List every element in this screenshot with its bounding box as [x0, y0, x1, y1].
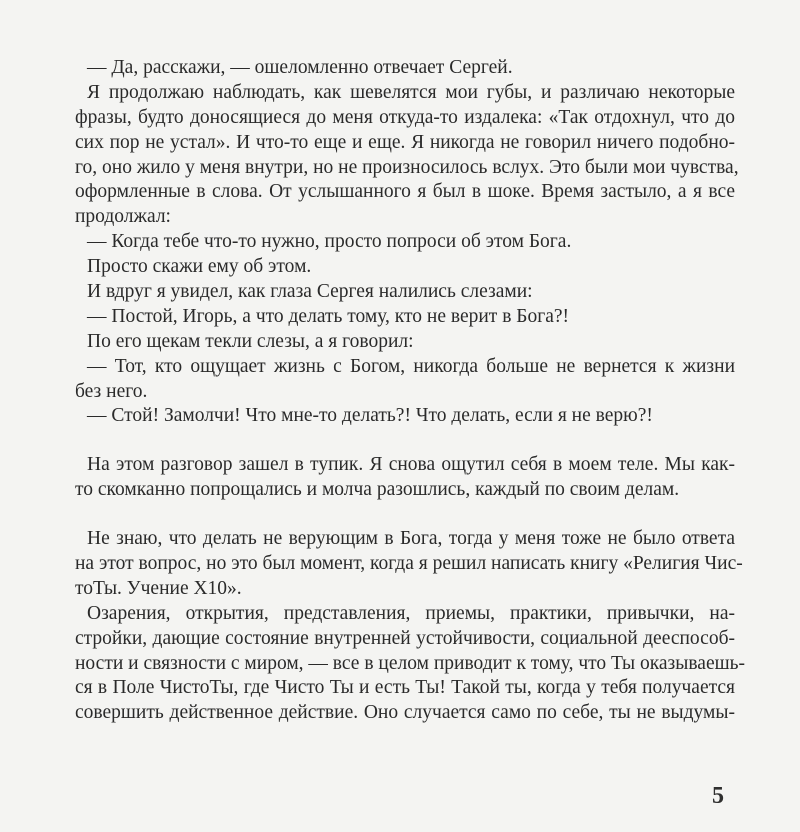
text-line: ся в Поле ЧистоТы, где Чисто Ты и есть Ты! Такой ты, когда у тебя получается: [75, 677, 735, 699]
text-line: — Да, расскажи, — ошеломленно отвечает Сергей.: [87, 57, 513, 78]
text-line: ности и связности с миром, — все в целом приводит к тому, что Ты оказываешь-: [75, 652, 745, 674]
text-line: Не знаю, что делать не верующим в Бога, тогда у меня тоже не было ответа: [87, 528, 735, 550]
text-line: го, оно жило у меня внутри, но не произносилось вслух. Это были мои чувства,: [75, 156, 739, 178]
text-line: продолжал:: [75, 206, 171, 228]
paragraph-gap: [75, 429, 735, 453]
text-line: тоТы. Учение Х10».: [75, 577, 242, 599]
text-line: На этом разговор зашел в тупик. Я снова ощутил себя в моем теле. Мы как-: [87, 454, 735, 476]
text-line: Просто скажи ему об этом.: [87, 256, 312, 278]
text-line: — Стой! Замолчи! Что мне-то делать?! Что делать, если я не верю?!: [87, 405, 653, 427]
text-line: И вдруг я увидел, как глаза Сергея налились слезами:: [87, 281, 533, 303]
text-line: оформленные в слова. От услышанного я был в шоке. Время застыло, а я все: [75, 181, 735, 203]
paragraph-gap: [75, 503, 735, 527]
text-line: без него.: [75, 380, 148, 402]
text-line: — Когда тебе что-то нужно, просто попроси об этом Бога.: [87, 231, 572, 253]
text-line: Озарения, открытия, представления, приемы, практики, привычки, на-: [87, 602, 735, 624]
text-line: совершить действенное действие. Оно случается само по себе, ты не выдумы-: [75, 702, 735, 724]
text-line: По его щекам текли слезы, а я говорил:: [87, 330, 414, 352]
text-line: — Тот, кто ощущает жизнь с Богом, никогда больше не вернется к жизни: [87, 355, 735, 377]
text-line: на этот вопрос, но это был момент, когда я решил написать книгу «Религия Чис-: [75, 553, 743, 575]
text-line: Я продолжаю наблюдать, как шевелятся мои губы, и различаю некоторые: [87, 81, 735, 103]
text-line: — Постой, Игорь, а что делать тому, кто не верит в Бога?!: [87, 305, 570, 327]
page-text: [75, 56, 745, 726]
text-line: стройки, дающие состояние внутренней устойчивости, социальной дееспособ-: [75, 627, 735, 649]
text-line: сих пор не устал». И что-то еще и еще. Я никогда не говорил ничего подобно-: [75, 131, 735, 153]
page-number: 5: [712, 783, 724, 809]
text-line: то скомканно попрощались и молча разошлись, каждый по своим делам.: [75, 479, 680, 501]
text-line: фразы, будто доносящиеся до меня откуда-то издалека: «Так отдохнул, что до: [75, 106, 735, 128]
